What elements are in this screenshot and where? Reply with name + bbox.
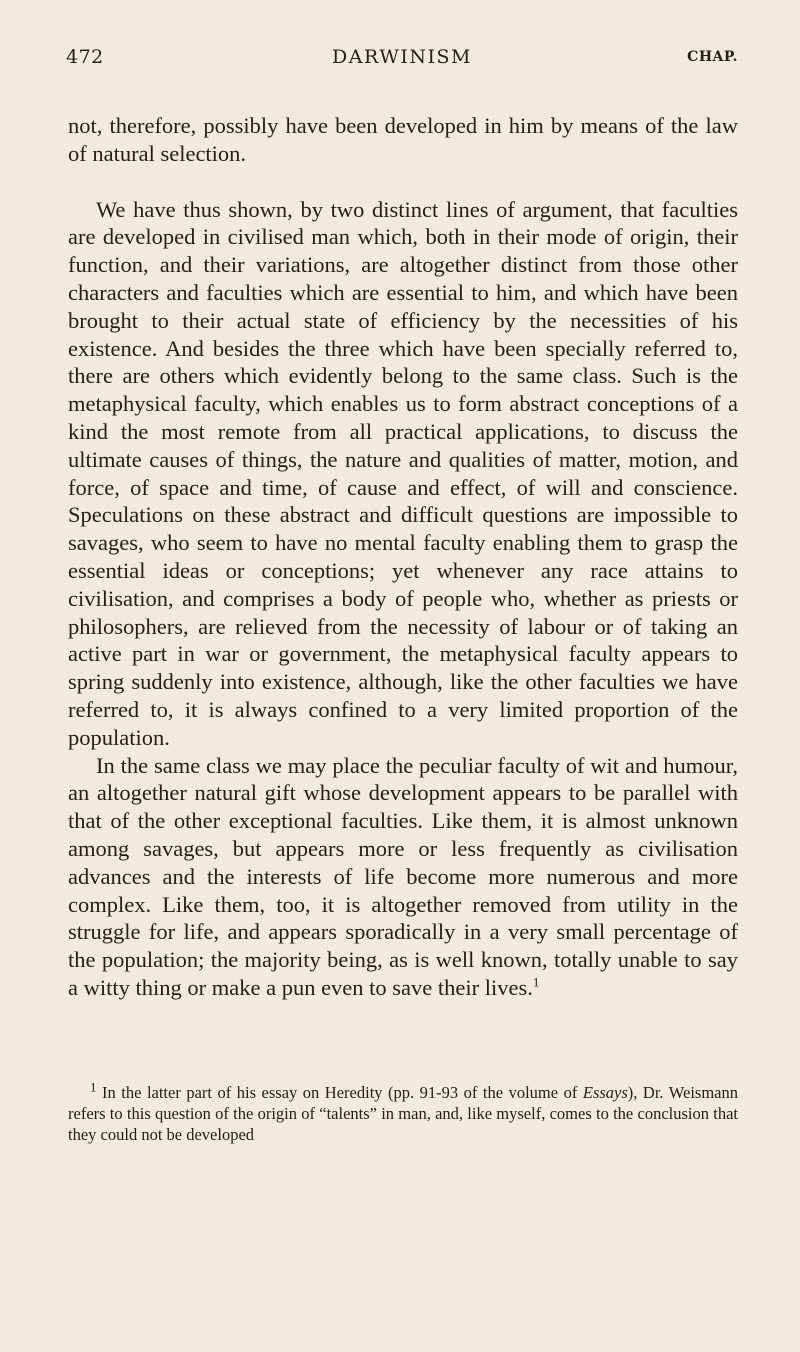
footnote-text-a: In the latter part of his essay on Heredity (pp. 91-93 of the volume of [96, 1083, 583, 1102]
footnote-marker: 1 [90, 1079, 97, 1095]
paragraph-wit-text: In the same class we may place the peculiar faculty of wit and humour, an altogether natural gift whose development appears to be parallel with that of the other exceptional faculties. Like them, it is almost unknown among savages, but appears more or less frequently as civilisation advances and the interests of life become more numerous and more complex. Like them, too, it is altogether removed from utility in the struggle for life, and appears sporadically in a very small percentage of the population; the majority being, as is well known, totally unable to say a witty thing or make a pun even to save their lives. [68, 752, 738, 1000]
paragraph-wit-and-humour [68, 752, 738, 1002]
paragraph-two-lines-of-argument: We have thus shown, by two distinct lines of argument, that faculties are developed in civilised man which, both in their mode of origin, their function, and their variations, are altogether distinct from those other characters and faculties which are essential to him, and which have been brought to their actual state of efficiency by the necessities of his existence. And besides the three which have been specially referred to, there are others which evidently belong to the same class. Such is the metaphysical faculty, which enables us to form abstract conceptions of a kind the most remote from all practical applications, to discuss the ultimate causes of things, the nature and qualities of matter, motion, and force, of space and time, of cause and effect, of will and conscience. Speculations on these abstract and difficult questions are impossible to savages, who seem to have no mental faculty enabling them to grasp the essential ideas or conceptions; yet whenever any race attains to civilisation, and comprises a body of people who, whether as priests or philosophers, are relieved from the necessity of labour or of taking an active part in war or government, the metaphysical faculty appears to spring suddenly into existence, although, like the other faculties we have referred to, it is always confined to a very limited proportion of the population. [68, 196, 738, 750]
page-number: 472 [66, 46, 104, 68]
paragraph-continuation: not, therefore, possibly have been developed in him by means of the law of natural selection. [68, 113, 738, 166]
running-header [66, 46, 738, 72]
footnote-essays-title: Essays [582, 1083, 628, 1102]
paragraph-gap [68, 168, 738, 196]
running-title: DARWINISM [332, 46, 472, 68]
footnote-reference: 1 [532, 974, 540, 990]
body-text [68, 112, 738, 1002]
footnote [68, 1079, 739, 1145]
footnote-text-b: ), Dr. Weismann refers to this question of the origin of “talents” in man, and, like myself, comes to the conclusion that they could not be developed [68, 1083, 739, 1144]
chapter-label: CHAP. [687, 49, 738, 65]
